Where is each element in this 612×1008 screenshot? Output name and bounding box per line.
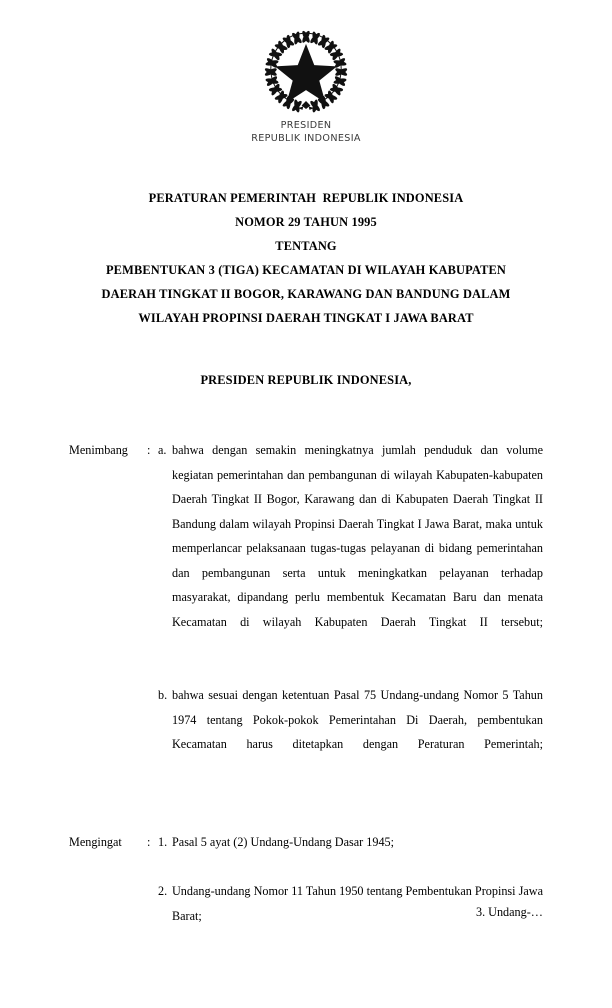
salutation-president: PRESIDEN REPUBLIK INDONESIA, — [200, 373, 412, 387]
item-marker-1: 1. — [158, 835, 168, 849]
item-spacer — [158, 855, 543, 880]
clause-section — [69, 438, 543, 953]
title-line-subject-3: WILAYAH PROPINSI DAERAH TINGKAT I JAWA BARAT — [138, 311, 474, 325]
item-marker-2: 2. — [158, 884, 168, 898]
clause-label-menimbang: Menimbang — [69, 443, 128, 457]
title-line-regulation: PERATURAN PEMERINTAH REPUBLIK INDONESIA — [148, 191, 464, 205]
emblem-block — [0, 28, 612, 145]
item-marker-b: b. — [158, 688, 168, 702]
clause-item-mengingat-1 — [158, 830, 543, 855]
emblem-caption — [0, 120, 612, 145]
title-line-subject-1: PEMBENTUKAN 3 (TIGA) KECAMATAN DI WILAYAH KABUPATEN — [105, 263, 507, 277]
presidential-star-wreath-emblem — [262, 28, 350, 116]
clause-colon-mengingat: : — [147, 835, 151, 849]
clause-items-mengingat — [158, 830, 543, 953]
page-continuation-marker: 3. Undang-… — [475, 905, 543, 919]
clause-items-menimbang — [158, 438, 543, 781]
item-text-a: bahwa dengan semakin meningkatnya jumlah penduduk dan volume kegiatan pemerintahan dan pembangunan di wilayah Kabupaten-kabupaten Daerah Tingkat II Bogor, Karawang dan di Kabupaten Daerah Tingkat II Bandung dalam wilayah Propinsi Daerah Tingkat I Jawa Barat, maka untuk memperlancar pelaksanaan tugas-tugas pelayanan di bidang pemerintahan dan pembangunan serta untuk meningkatkan pelayanan terhadap masyarakat, dipandang perlu membentuk Kecamatan Baru dan menata Kecamatan di wilayah Kabupaten Daerah Tingkat II tersebut; — [172, 443, 543, 629]
clause-colon-menimbang: : — [147, 443, 151, 457]
document-title — [0, 186, 612, 330]
clause-group-menimbang — [69, 438, 543, 781]
item-marker-a: a. — [158, 443, 167, 457]
item-text-b: bahwa sesuai dengan ketentuan Pasal 75 Undang-undang Nomor 5 Tahun 1974 tentang Pokok-pokok Pemerintahan Di Daerah, pembentukan Kecamatan harus ditetapkan dengan Peraturan Pemerintah; — [172, 688, 543, 751]
clause-group-spacer — [69, 781, 543, 830]
clause-item-menimbang-a — [158, 438, 543, 659]
emblem-caption-line-1: PRESIDEN — [280, 120, 332, 131]
item-text-1: Pasal 5 ayat (2) Undang-Undang Dasar 1945; — [172, 835, 395, 849]
title-line-subject-2: DAERAH TINGKAT II BOGOR, KARAWANG DAN BANDUNG DALAM — [101, 287, 511, 301]
title-line-number: NOMOR 29 TAHUN 1995 — [235, 215, 377, 229]
emblem-caption-line-2: REPUBLIK INDONESIA — [251, 132, 361, 144]
clause-label-mengingat: Mengingat — [69, 835, 122, 849]
clause-item-menimbang-b — [158, 683, 543, 781]
title-line-tentang: TENTANG — [275, 239, 337, 253]
clause-group-mengingat — [69, 830, 543, 953]
item-text-2: Undang-undang Nomor 11 Tahun 1950 tentang Pembentukan Propinsi Jawa Barat; — [172, 884, 543, 923]
item-spacer — [158, 659, 543, 684]
